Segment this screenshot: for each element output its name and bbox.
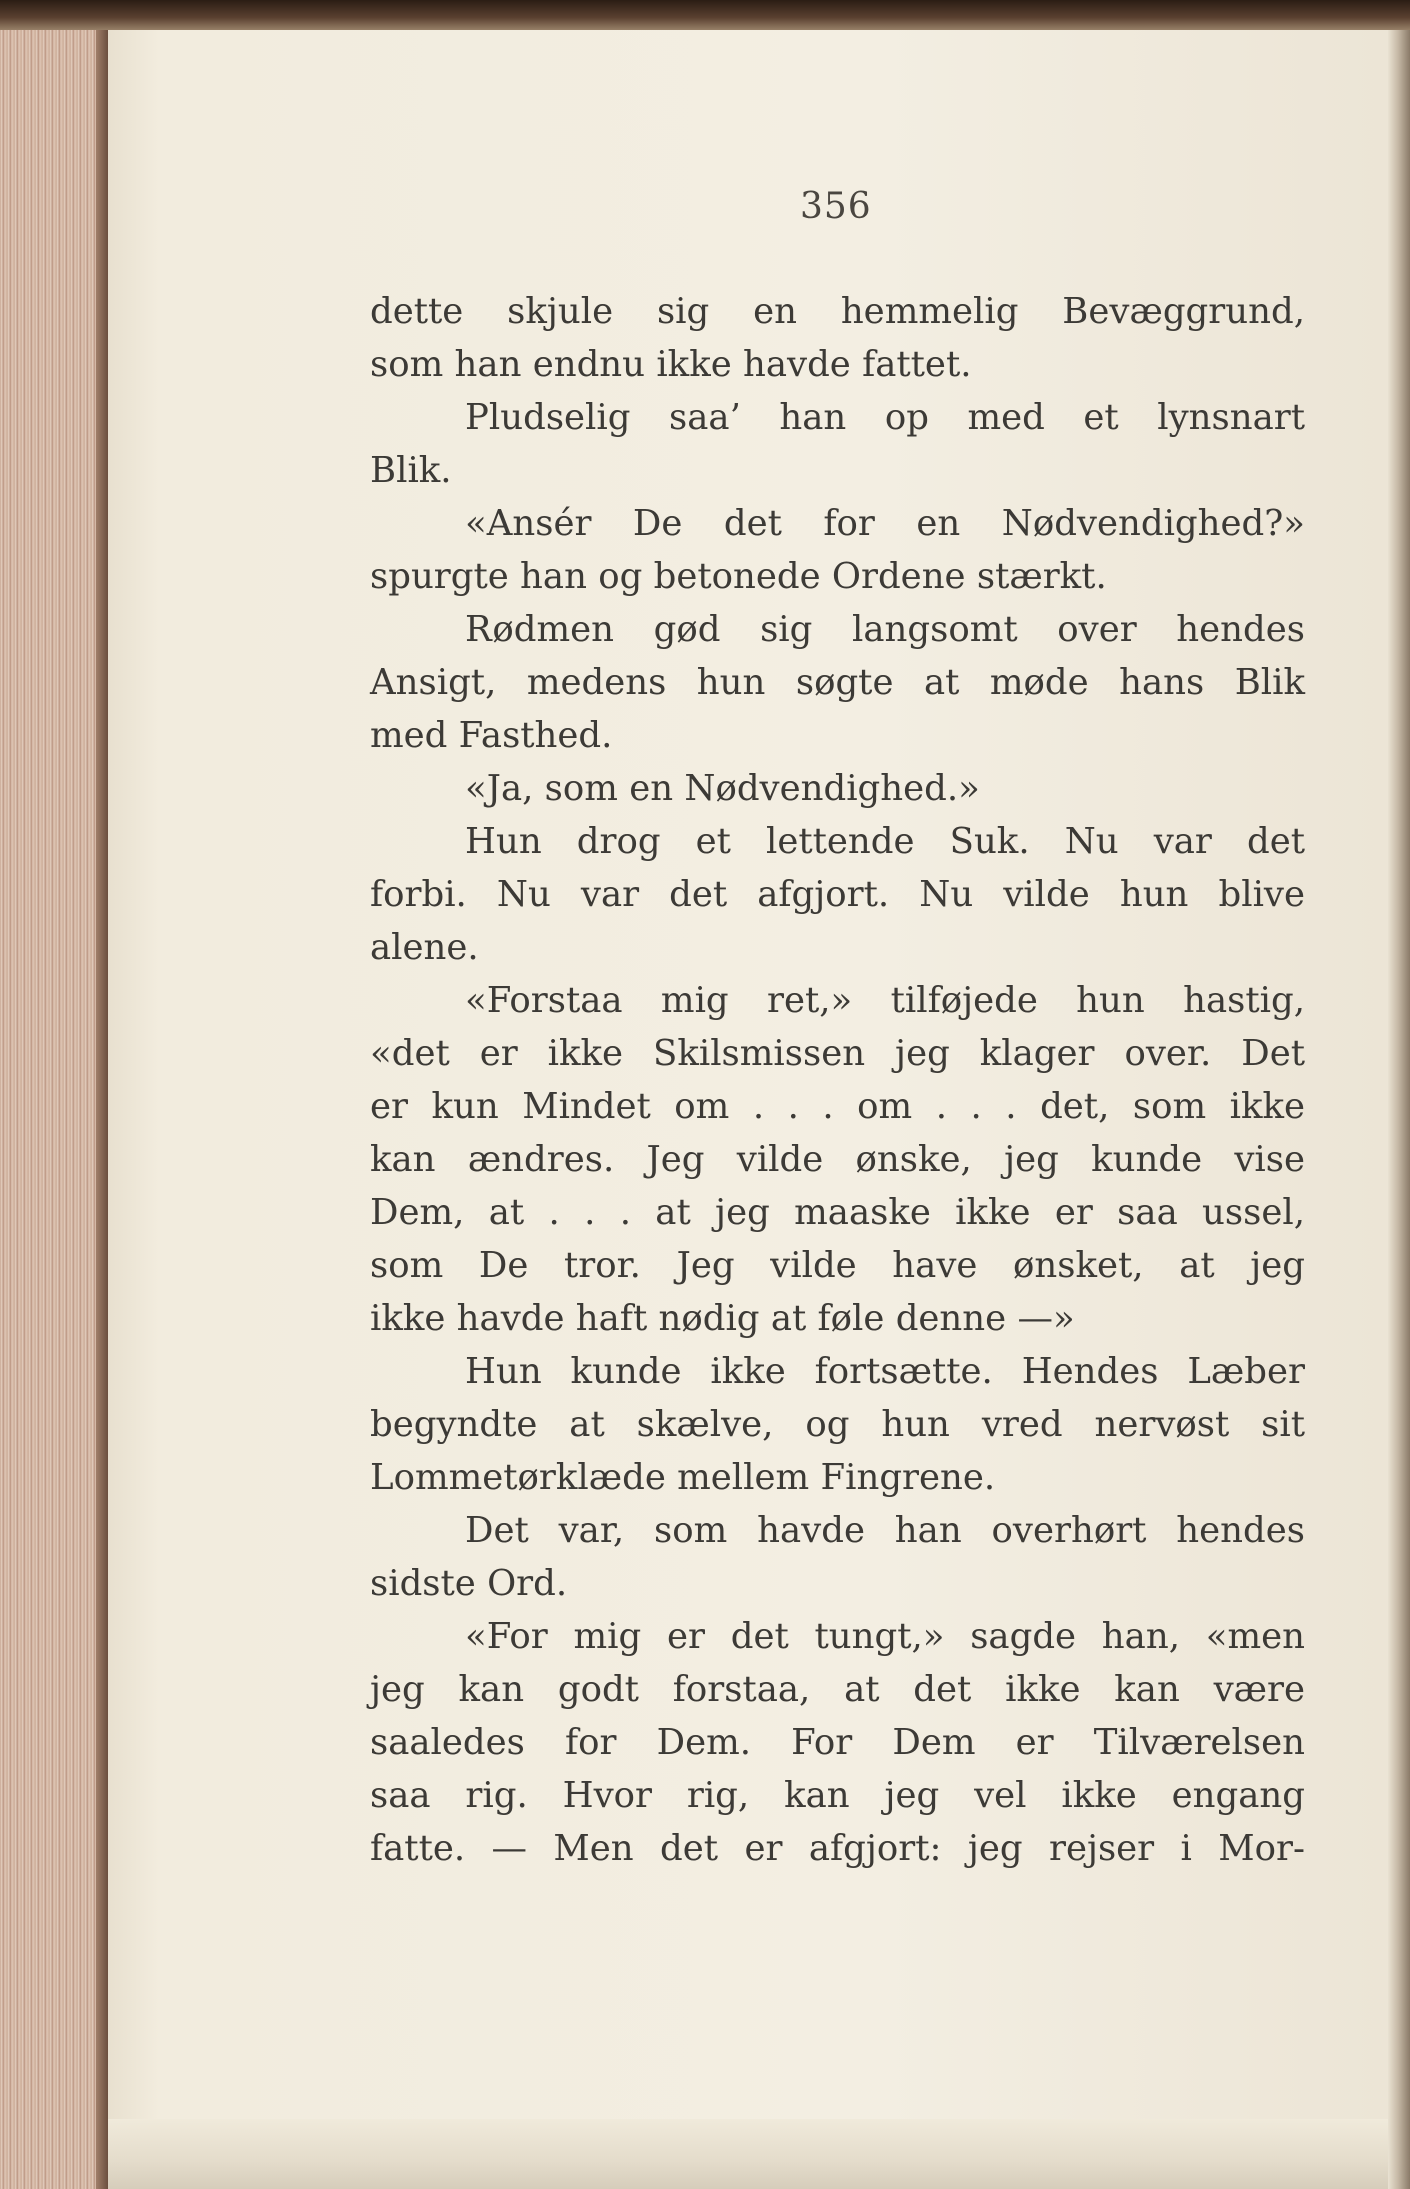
text-line: fatte. — Men det er afgjort: jeg rejser i Mor- (370, 1828, 1305, 1869)
page-stack-edge (0, 30, 108, 2189)
text-line: alene. (370, 927, 479, 968)
text-line: Rødmen gød sig langsomt over hendes (465, 609, 1305, 650)
text-line: «Forstaa mig ret,» tilføjede hun hastig, (465, 980, 1305, 1021)
text-line: Pludselig saa’ han op med et lynsnart (465, 397, 1305, 438)
text-line: Det var, som havde han overhørt hendes (465, 1510, 1305, 1551)
text-line: Hun kunde ikke fortsætte. Hendes Læber (465, 1351, 1305, 1392)
text-line: Ansigt, medens hun søgte at møde hans Blik (370, 662, 1305, 703)
text-line: med Fasthed. (370, 715, 613, 756)
text-line: sidste Ord. (370, 1563, 568, 1604)
text-line: er kun Mindet om . . . om . . . det, som ikke (370, 1086, 1305, 1127)
text-line: Blik. (370, 450, 452, 491)
text-line: «For mig er det tungt,» sagde han, «men (465, 1616, 1305, 1657)
book-top-edge (0, 0, 1410, 32)
text-line: «Ja, som en Nødvendighed.» (465, 768, 980, 809)
text-line: spurgte han og betonede Ordene stærkt. (370, 556, 1107, 597)
text-line: som han endnu ikke havde fattet. (370, 344, 972, 385)
text-line: forbi. Nu var det afgjort. Nu vilde hun blive (370, 874, 1305, 915)
text-line: «Ansér De det for en Nødvendighed?» (465, 503, 1305, 544)
text-line: ikke havde haft nødig at føle denne —» (370, 1298, 1075, 1339)
text-line: Hun drog et lettende Suk. Nu var det (465, 821, 1305, 862)
text-line: «det er ikke Skilsmissen jeg klager over. Det (370, 1033, 1305, 1074)
text-line: dette skjule sig en hemmelig Bevæggrund, (370, 291, 1305, 332)
text-line: begyndte at skælve, og hun vred nervøst sit (370, 1404, 1305, 1445)
page-number: 356 (800, 186, 872, 227)
page-right-edge (1388, 30, 1410, 2189)
body-text (370, 285, 1305, 1875)
text-line: jeg kan godt forstaa, at det ikke kan være (370, 1669, 1305, 1710)
text-line: saa rig. Hvor rig, kan jeg vel ikke engang (370, 1775, 1305, 1816)
text-line: Lommetørklæde mellem Fingrene. (370, 1457, 996, 1498)
page-bottom-edge (108, 2119, 1410, 2189)
text-line: Dem, at . . . at jeg maaske ikke er saa ussel, (370, 1192, 1305, 1233)
text-line: saaledes for Dem. For Dem er Tilværelsen (370, 1722, 1305, 1763)
text-line: kan ændres. Jeg vilde ønske, jeg kunde vise (370, 1139, 1305, 1180)
text-line: som De tror. Jeg vilde have ønsket, at jeg (370, 1245, 1305, 1286)
